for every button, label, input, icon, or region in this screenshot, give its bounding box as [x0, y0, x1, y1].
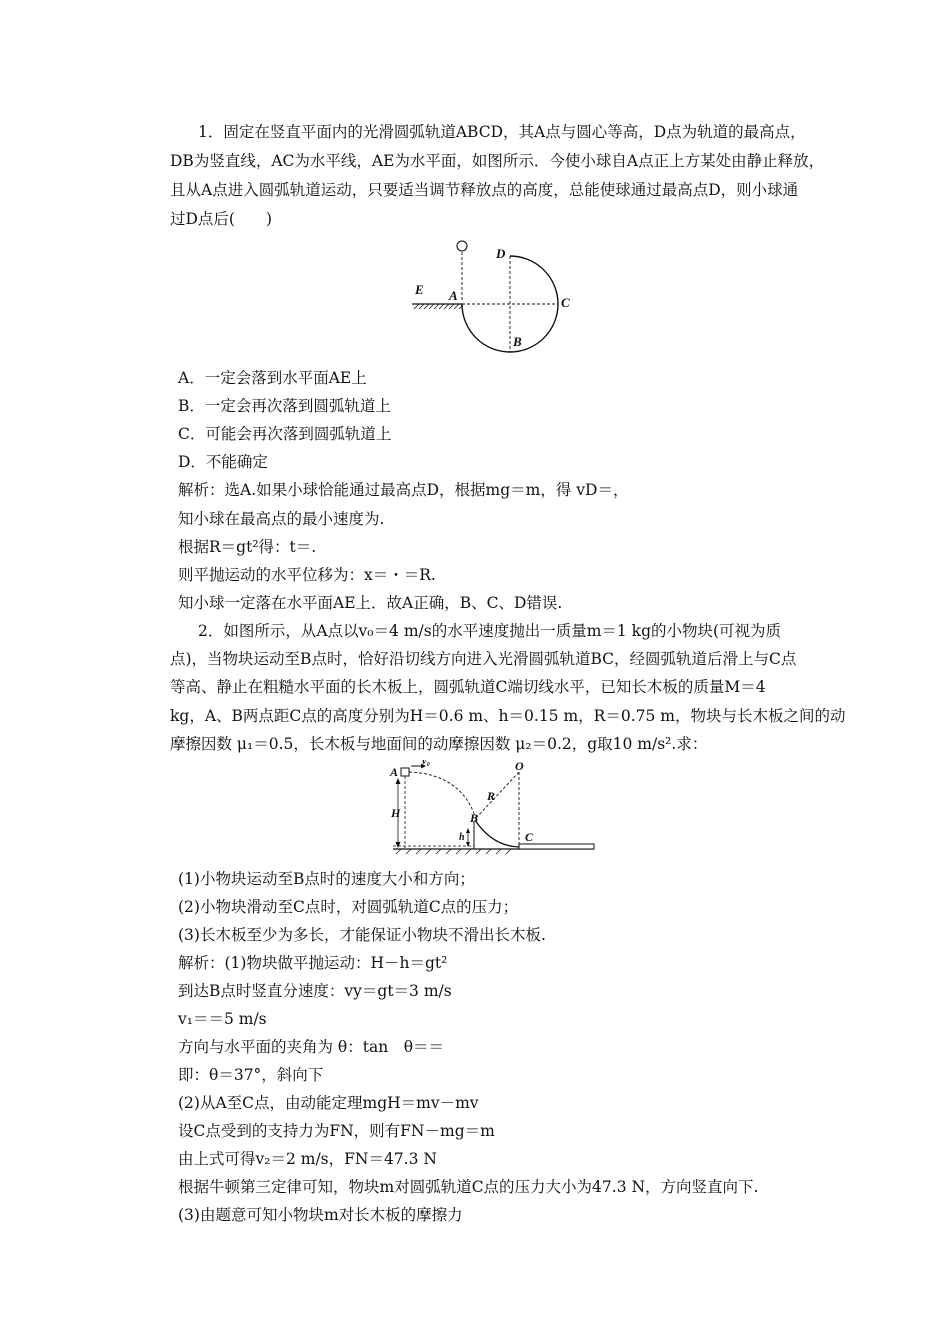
q1-solution-line-3: 根据R＝gt²得：t＝.	[178, 538, 317, 556]
q2-stem-line-4: kg，A、B两点距C点的高度分别为H＝0.6 m、h＝0.15 m，R＝0.75 m，物块与长木板之间的动	[170, 707, 846, 725]
label-a: A	[390, 765, 399, 779]
q2-solution-line-7: 设C点受到的支持力为FN，则有FN－mg＝m	[178, 1122, 495, 1140]
label-a: A	[449, 288, 458, 303]
q2-solution-line-3: v₁＝＝5 m/s	[178, 1010, 267, 1028]
q2-solution-line-9: 根据牛顿第三定律可知，物块m对圆弧轨道C点的压力大小为47.3 N，方向竖直向下.	[178, 1178, 759, 1196]
block-icon	[401, 768, 409, 776]
q1-stem-line-2: DB为竖直线，AC为水平线，AE为水平面，如图所示．今使小球自A点正上方某处由静止释放，	[170, 152, 825, 170]
q1-figure-circular-track	[400, 232, 590, 357]
q2-question-3: (3)长木板至少为多长，才能保证小物块不滑出长木板.	[178, 926, 546, 944]
label-d: D	[496, 246, 506, 261]
q2-question-1: (1)小物块运动至B点时的速度大小和方向；	[178, 870, 475, 888]
q1-solution-line-4: 则平抛运动的水平位移为：x＝・＝R.	[178, 566, 436, 584]
q2-stem-line-5: 摩擦因数 μ₁＝0.5，长木板与地面间的动摩擦因数 μ₂＝0.2，g取10 m/s².求：	[170, 735, 708, 753]
label-o: O	[515, 760, 524, 773]
ball-icon	[457, 241, 467, 251]
q2-solution-line-4: 方向与水平面的夹角为 θ：tan θ＝＝	[178, 1038, 445, 1056]
label-v0: v₀	[422, 760, 430, 767]
q1-option-d: D．不能确定	[178, 453, 268, 471]
q2-solution-line-6: (2)从A至C点，由动能定理mgH＝mv－mv	[178, 1094, 479, 1112]
label-h-big: H	[391, 806, 401, 820]
label-r: R	[487, 789, 496, 803]
label-c: C	[561, 295, 570, 310]
q1-solution-line-5: 知小球一定落在水平面AE上．故A正确，B、C、D错误.	[178, 594, 563, 612]
label-b: B	[470, 811, 479, 825]
q2-question-2: (2)小物块滑动至C点时，对圆弧轨道C点的压力；	[178, 898, 519, 916]
q2-solution-line-5: 即：θ＝37°，斜向下	[178, 1066, 324, 1084]
q1-option-c: C．可能会再次落到圆弧轨道上	[178, 425, 392, 443]
q2-figure-projectile-track	[388, 760, 600, 860]
label-c: C	[525, 830, 534, 844]
q2-stem-line-2: 点)，当物块运动至B点时，恰好沿切线方向进入光滑圆弧轨道BC，经圆弧轨道后滑上与C点	[170, 650, 797, 668]
long-board	[519, 844, 594, 849]
q1-stem-line-3: 且从A点进入圆弧轨道运动，只要适当调节释放点的高度，总能使球通过最高点D，则小球通	[170, 181, 799, 199]
q2-solution-line-10: (3)由题意可知小物块m对长木板的摩擦力	[178, 1206, 463, 1224]
q2-stem-line-1: 2．如图所示，从A点以v₀＝4 m/s的水平速度抛出一质量m＝1 kg的小物块(可视为质	[198, 622, 782, 640]
q1-option-b: B．一定会再次落到圆弧轨道上	[178, 397, 391, 415]
label-b: B	[513, 334, 522, 349]
q1-solution-line-1: 解析：选A.如果小球恰能通过最高点D，根据mg＝m，得 vD＝，	[178, 481, 629, 499]
q2-stem-line-3: 等高、静止在粗糙水平面的长木板上，圆弧轨道C端切线水平，已知长木板的质量M＝4	[170, 678, 766, 696]
label-e: E	[415, 282, 424, 297]
q2-solution-line-8: 由上式可得v₂＝2 m/s，FN＝47.3 N	[178, 1150, 437, 1168]
q1-stem-line-1: 1．固定在竖直平面内的光滑圆弧轨道ABCD，其A点与圆心等高，D点为轨道的最高点，	[198, 123, 806, 141]
q1-option-a: A．一定会落到水平面AE上	[178, 369, 367, 387]
q2-solution-line-2: 到达B点时竖直分速度：vy＝gt＝3 m/s	[178, 982, 452, 1000]
label-h-small: h	[459, 832, 465, 843]
q2-solution-line-1: 解析：(1)物块做平抛运动：H－h＝gt²	[178, 954, 448, 972]
q1-stem-line-4: 过D点后( )	[170, 210, 273, 228]
q1-solution-line-2: 知小球在最高点的最小速度为.	[178, 510, 385, 528]
